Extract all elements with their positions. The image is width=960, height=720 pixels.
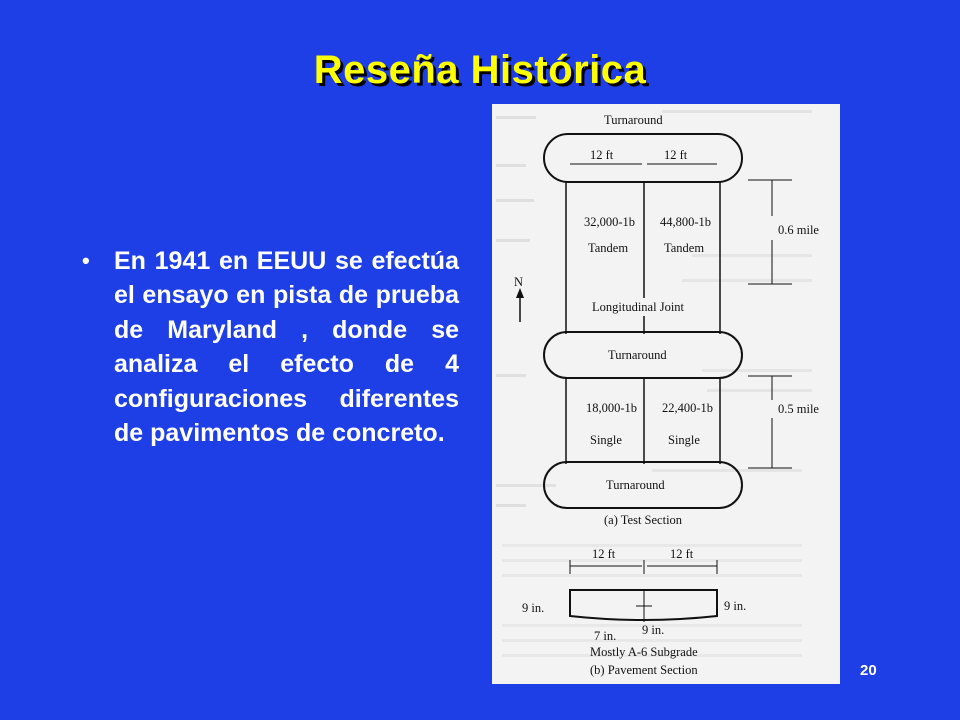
test-track-figure bbox=[492, 104, 840, 684]
thick-center-label: 9 in. bbox=[642, 623, 665, 637]
bullet-body-text: En 1941 en EEUU se efectúa el ensayo en pista de prueba de Maryland , donde se analiza el efecto de 4 configuraciones diferentes de pavimentos de concreto. bbox=[114, 247, 459, 448]
north-label: N bbox=[514, 275, 524, 289]
background-text-bleed bbox=[496, 110, 812, 657]
subgrade-label: Mostly A-6 Subgrade bbox=[590, 645, 698, 659]
axle-right-upper: Tandem bbox=[664, 241, 705, 255]
caption-test-section: (a) Test Section bbox=[604, 513, 683, 527]
axle-left-upper: Tandem bbox=[588, 241, 629, 255]
turnaround-bottom-label: Turnaround bbox=[606, 478, 665, 492]
thick-bottom-label: 7 in. bbox=[594, 629, 617, 643]
page-number: 20 bbox=[860, 662, 877, 679]
turnaround-top-label: Turnaround bbox=[604, 113, 663, 127]
dim-b-left-label: 12 ft bbox=[592, 547, 616, 561]
slide-title: Reseña Histórica bbox=[313, 48, 647, 92]
load-right-upper: 44,800-1b bbox=[660, 215, 712, 229]
dim-right-label: 12 ft bbox=[664, 148, 688, 162]
load-left-upper: 32,000-1b bbox=[584, 215, 636, 229]
distance-upper-label: 0.6 mile bbox=[778, 223, 819, 237]
load-left-lower: 18,000-1b bbox=[586, 401, 638, 415]
axle-left-lower: Single bbox=[590, 433, 622, 447]
dim-b-right-label: 12 ft bbox=[670, 547, 694, 561]
thick-right-label: 9 in. bbox=[724, 599, 747, 613]
dim-left-label: 12 ft bbox=[590, 148, 614, 162]
north-arrow-icon bbox=[516, 288, 524, 298]
load-right-lower: 22,400-1b bbox=[662, 401, 714, 415]
turnaround-top-shape bbox=[544, 134, 742, 182]
caption-pavement-section: (b) Pavement Section bbox=[590, 663, 698, 677]
test-track-diagram bbox=[492, 104, 840, 684]
thick-left-label: 9 in. bbox=[522, 601, 545, 615]
turnaround-mid-label: Turnaround bbox=[608, 348, 667, 362]
longitudinal-joint-label: Longitudinal Joint bbox=[592, 300, 685, 314]
axle-right-lower: Single bbox=[668, 433, 700, 447]
bullet-marker: • bbox=[82, 248, 90, 273]
distance-lower-label: 0.5 mile bbox=[778, 402, 819, 416]
